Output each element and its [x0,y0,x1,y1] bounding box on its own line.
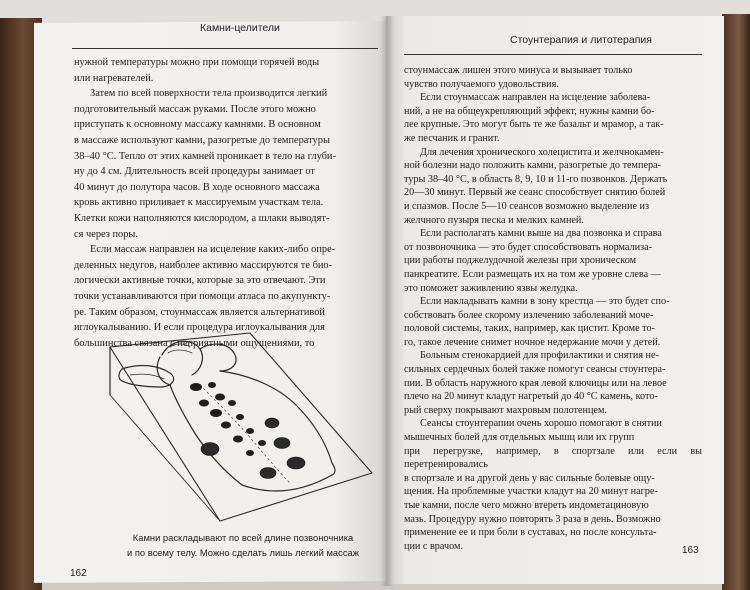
left-page-number: 162 [70,568,87,579]
text-line: нужной температуры можно при помощи горячей воды [74,57,320,68]
text-line: логически активные точки, которые за это отвечают. Эти [74,275,326,287]
text-line: большинства связана с неприятными ощущениями, то [74,337,315,349]
text-line: же песчаник и гранит. [404,132,500,144]
text-line: рый сверху покрывают махровым полотенцем. [404,404,607,416]
right-page-body [404,64,702,553]
text-line: приступать к основному массажу камнями. В основном [74,119,321,131]
text-line: Клетки кожи наполняются кислородом, а шлаки выводят- [74,212,330,224]
text-line: подготовительный массаж руками. После этого можно [74,103,316,115]
right-page-number: 163 [682,545,699,556]
left-page-body [74,55,378,351]
text-line: Если стоунмассаж направлен на исцеление заболева- [420,92,651,104]
right-page-header: Стоунтерапия и литотерапия [510,34,652,46]
illustration-caption [108,530,378,560]
text-line: деленных недугов, наиболее активно массируются те био- [74,259,333,271]
text-line: мазь. Процедуру нужно повторять 3 раза в день. Возможно [404,513,661,525]
stone-massage-illustration [100,325,375,525]
text-line: желчного пузыря песка и мелких камней. [404,214,584,226]
text-line: туры 38–40 °С, в область 8, 9, 10 и 11-го позвонков. Держать [404,173,668,185]
text-line: или нагревателей. [74,72,154,84]
text-line: применение ее и при боли в суставах, но после консульта- [404,527,657,539]
left-header-rule [72,48,378,49]
text-line: ре. Таким образом, стоунмассаж является альтернативой [74,306,325,318]
text-line: собствовать более скорому излечению заболеваний моче- [404,309,654,321]
text-line: го, такое лечение снимет ночное недержание мочи у детей. [404,336,661,348]
text-line: 20—30 минут. Первый же сеанс способствует снятию болей [404,187,666,199]
text-line: мышечных болей для отдельных мышц или их групп [404,432,635,444]
text-line: щения. На проблемные участки кладут на 20 минут нагре- [404,486,658,498]
text-line: кровь активно приливает к массируемым участкам тела. [74,197,324,209]
caption-line: Камни раскладывают по всей длине позвоночника [132,532,354,543]
text-line: 40 минут до полутора часов. В ходе основного массажа [74,181,320,193]
text-line: половой системы, таких, например, как цистит. Кроме то- [404,323,655,335]
text-line: панкреатите. Если размещать их на том же уровне слева — [404,268,661,280]
right-header-rule [404,54,702,55]
text-line: ний, а не на общеукрепляющий эффект, нужны камни бо- [404,105,655,117]
text-line: лее крупные. Это могут быть те же базальт и мрамор, а так- [404,119,664,131]
text-line: при перегрузке, например, в спортзале или если вы перетренировались [404,445,702,471]
text-line: ся через поры. [74,228,138,240]
book-cover-right [722,14,750,590]
text-line: Больным стенокардией для профилактики и снятия не- [420,350,659,362]
text-line: иглоукалыванию. И если процедура иглоукалывания для [74,322,325,334]
text-line: 38–40 °С. Тепло от этих камней проникает в тело на глуби- [74,150,336,162]
text-line: Затем по всей поверхности тела производится легкий [90,88,328,100]
text-line: чувство получаемого удовольствия. [404,78,559,90]
text-line: Для лечения хронического холецистита и желчнокамен- [420,146,664,158]
text-line: в массаже используют камни, разогретые до температуры [74,134,330,146]
text-line: Сеансы стоунтерапии очень хорошо помогают в снятии [420,418,662,430]
text-line: от позвоночника — это будет способствовать нормализа- [404,241,653,253]
text-line: тые камни, после чего можно втереть индометациновую [404,500,649,511]
text-line: это поможет заживлению язвы желудка. [404,282,578,294]
text-line: Если располагать камни выше на два позвонка и справа [420,228,662,240]
text-line: точки устанавливаются при помощи атласа по акупункту- [74,290,331,302]
text-line: в спортзале и на другой день у вас сильные болевые ощу- [404,472,655,484]
book-gutter [380,16,394,586]
text-line: Если накладывать камни в зону крестца — это будет спо- [420,296,670,308]
text-line: ции с врачом. [404,540,464,552]
text-line: ции работы поджелудочной железы при хроническом [404,255,637,267]
text-line: Если массаж направлен на исцеление каких-либо опре- [90,244,336,256]
text-line: стоунмассаж лишен этого минуса и вызывает только [404,65,633,76]
text-line: плечо на 20 минут кладут нагретый до 40 °С камень, кото- [404,391,658,403]
text-line: ну до 4 см. Длительность всей процедуры занимает от [74,166,315,178]
text-line: пии. В область наружного края левой ключицы или на левое [404,377,667,389]
text-line: ной болезни надо положить камни, разогретые до темпера- [404,160,661,172]
text-line: и спазмов. После 5—10 сеансов возможно выделение из [404,200,649,212]
left-page-header: Камни-целители [200,22,280,34]
text-line: сильных сердечных болей также помогут сеансы стоунтера- [404,364,666,376]
caption-line: и по всему телу. Можно сделать лишь легкий массаж [126,547,359,558]
